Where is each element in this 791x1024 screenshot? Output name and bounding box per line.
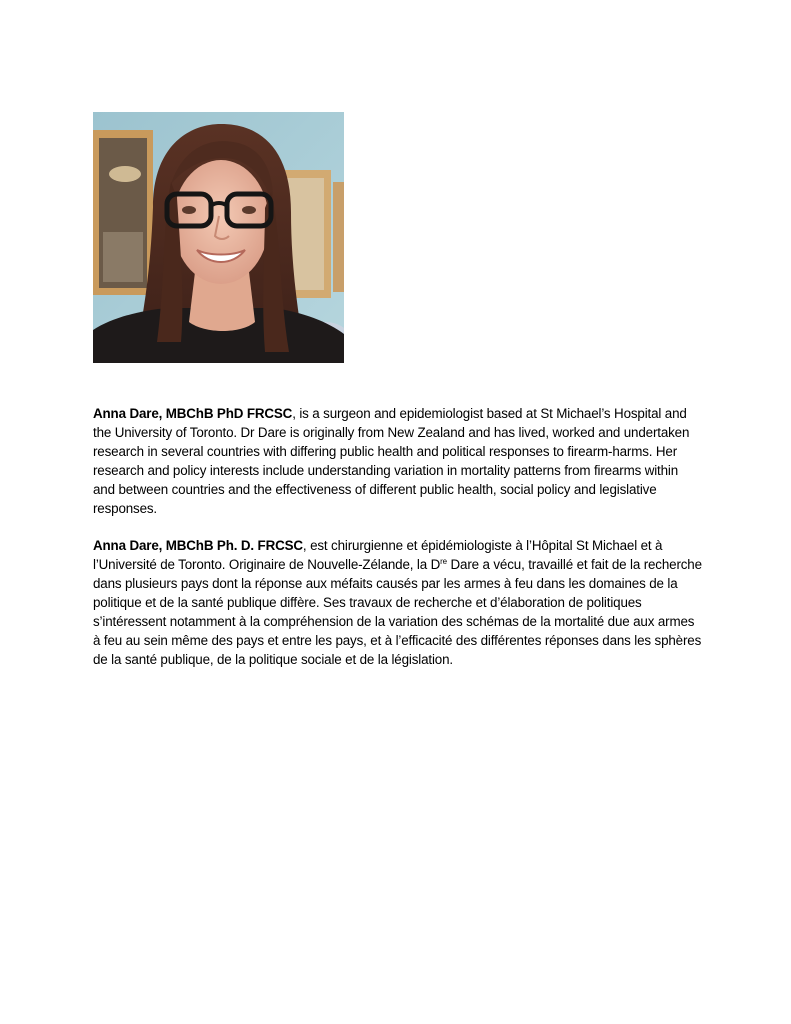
bio-french-text-2: Dare a vécu, travaillé et fait de la recherche dans plusieurs pays dont la réponse aux méfaits causés par les armes à feu dans les domaines de la politique et de la santé publique diffère. Ses travaux de recherche et d’élaboration de politiques s’intéressent notamment à la compréhension de la variation des schémas de la mortalité due aux armes à feu au sein même des pays et entre les pays, et à l’efficacité des différentes réponses dans les sphères de la santé publique, de la politique sociale et de la législation. — [93, 557, 702, 667]
bio-french-superscript: re — [440, 557, 447, 567]
biography — [93, 405, 703, 670]
bio-french-name: Anna Dare, MBChB Ph. D. FRCSC — [93, 538, 303, 554]
portrait-photo — [93, 112, 344, 363]
bio-french — [93, 537, 703, 669]
bio-english — [93, 405, 703, 518]
bio-english-name: Anna Dare, MBChB PhD FRCSC — [93, 406, 293, 421]
bio-french-text-1: , est chirurgienne et épidémiologiste à l’Hôpital St Michael et à l’Université de Toronto. Originaire de Nouvelle-Zélande, la D — [93, 538, 663, 573]
bio-english-text: , is a surgeon and epidemiologist based at St Michael’s Hospital and the University of Toronto. Dr Dare is originally from New Zealand and has lived, worked and undertaken research in several countries with differing public health and political responses to firearm-harms. Her research and policy interests include understanding variation in mortality patterns from firearms within and between countries and the effectiveness of different public health, social policy and legislative responses. — [93, 406, 690, 516]
